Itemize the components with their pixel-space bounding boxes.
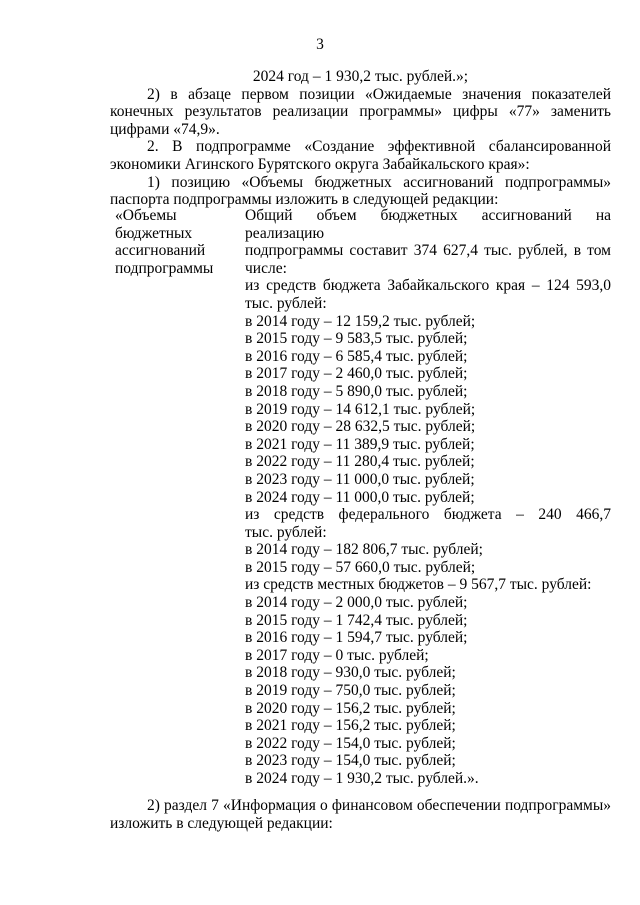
year-line: в 2017 году – 2 460,0 тыс. рублей; (245, 365, 468, 383)
year-line: в 2015 году – 9 583,5 тыс. рублей; (245, 330, 468, 348)
year-line: в 2020 году – 28 632,5 тыс. рублей; (245, 418, 476, 436)
total-line3: числе: (245, 259, 287, 277)
year-line: в 2021 году – 156,2 тыс. рублей; (245, 717, 456, 735)
year-line: в 2019 году – 14 612,1 тыс. рублей; (245, 400, 476, 418)
item2-line1: 2) в абзаце первом позиции «Ожидаемые значения показателей (147, 85, 611, 103)
year-line: в 2016 году – 1 594,7 тыс. рублей; (245, 629, 468, 647)
outro-item2-line1: 2) раздел 7 «Информация о финансовом обеспечении подпрограммы» (147, 797, 611, 814)
year-line: в 2023 году – 154,0 тыс. рублей; (245, 752, 456, 770)
regional-line2: тыс. рублей: (245, 294, 327, 312)
regional-line1: из средств бюджета Забайкальского края – 124 593,0 (245, 277, 611, 295)
year-line: в 2014 году – 2 000,0 тыс. рублей; (245, 594, 468, 612)
outro-text (110, 797, 611, 832)
section2-line2: экономики Агинского Бурятского округа Забайкальского края»: (110, 155, 530, 173)
item1-line1: 1) позицию «Объемы бюджетных ассигнований подпрограммы» (147, 173, 611, 191)
item2-line3: цифрами «74,9». (110, 120, 220, 138)
year-line: в 2018 году – 5 890,0 тыс. рублей; (245, 382, 468, 400)
year-line: в 2022 году – 154,0 тыс. рублей; (245, 734, 456, 752)
year-line: в 2018 году – 930,0 тыс. рублей; (245, 664, 456, 682)
local-line1: из средств местных бюджетов – 9 567,7 тыс. рублей: (245, 576, 592, 594)
item1-line2: паспорта подпрограммы изложить в следующей редакции: (110, 191, 499, 209)
year-line: в 2020 году – 156,2 тыс. рублей; (245, 699, 456, 717)
federal-line1: из средств федерального бюджета – 240 466,7 (245, 506, 611, 524)
total-line1: Общий объем бюджетных ассигнований на реализацию (245, 207, 611, 242)
label-line: «Объемы (115, 207, 177, 224)
year-line: в 2015 году – 57 660,0 тыс. рублей; (245, 558, 476, 576)
federal-years-list (245, 541, 611, 576)
intro-text (110, 68, 611, 209)
regional-years-list (245, 313, 611, 507)
year-line: в 2024 году – 1 930,2 тыс. рублей.». (245, 770, 479, 787)
year-line: в 2024 году – 11 000,0 тыс. рублей; (245, 488, 475, 506)
item2-line2: конечных результатов реализации программы» цифры «77» заменить (110, 103, 611, 121)
year-line: в 2014 году – 182 806,7 тыс. рублей; (245, 541, 483, 559)
passport-value (245, 207, 611, 788)
year-line: в 2023 году – 11 000,0 тыс. рублей; (245, 470, 475, 488)
label-line: бюджетных (115, 224, 193, 242)
year-line: в 2015 году – 1 742,4 тыс. рублей; (245, 611, 468, 629)
label-line: подпрограммы (115, 259, 214, 277)
total-line2: подпрограммы составит 374 627,4 тыс. рублей, в том (245, 242, 611, 260)
outro-item2-line2: изложить в следующей редакции: (110, 814, 333, 832)
year-line: в 2021 году – 11 389,9 тыс. рублей; (245, 435, 475, 453)
label-line: ассигнований (115, 242, 206, 260)
federal-line2: тыс. рублей: (245, 523, 327, 541)
year-line: в 2019 году – 750,0 тыс. рублей; (245, 682, 456, 700)
year-line: в 2014 году – 12 159,2 тыс. рублей; (245, 312, 476, 330)
year-line: в 2017 году – 0 тыс. рублей; (245, 646, 429, 664)
intro-line-2024: 2024 год – 1 930,2 тыс. рублей.»; (252, 68, 469, 85)
year-line: в 2016 году – 6 585,4 тыс. рублей; (245, 347, 468, 365)
local-years-list (245, 594, 611, 788)
year-line: в 2022 году – 11 280,4 тыс. рублей; (245, 453, 475, 471)
passport-label (115, 207, 240, 277)
section2-line1: 2. В подпрограмме «Создание эффективной сбалансированной (147, 138, 611, 156)
page-number: 3 (316, 36, 324, 53)
